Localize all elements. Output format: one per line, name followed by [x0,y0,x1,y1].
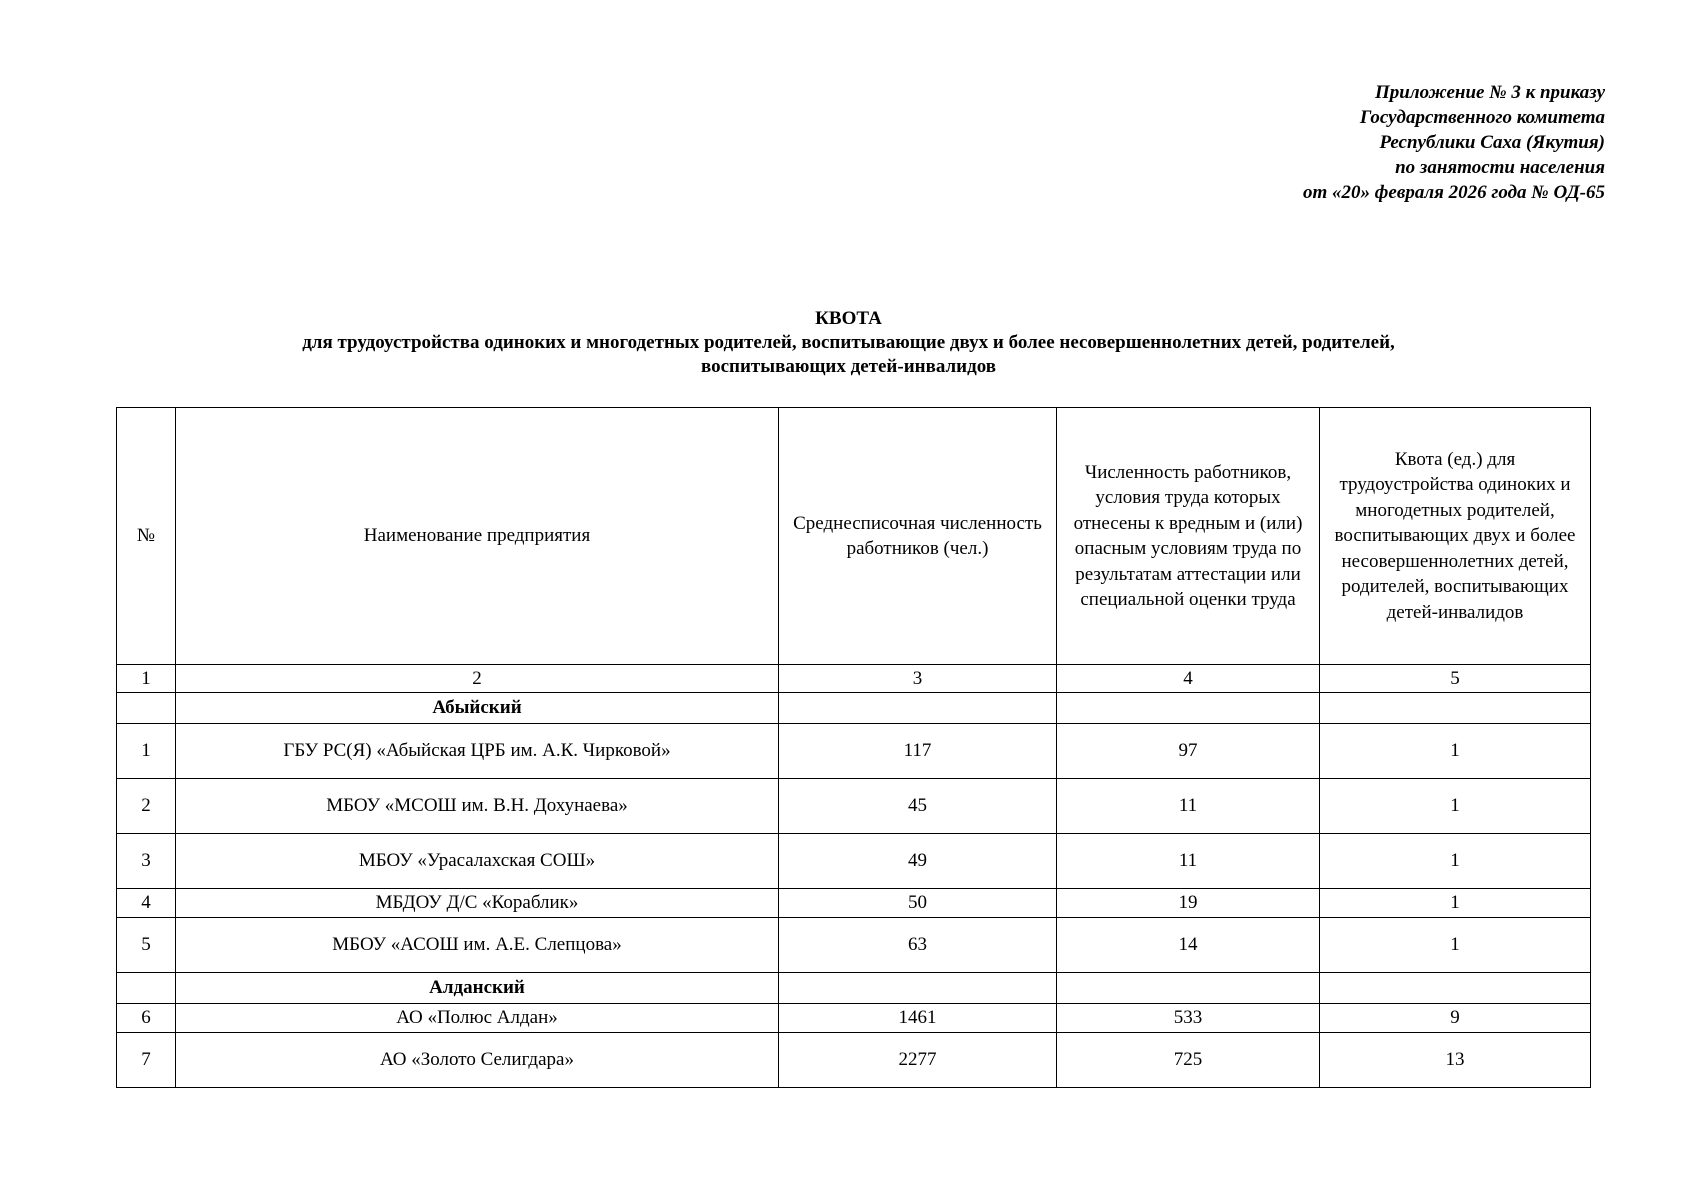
row-quota: 1 [1320,834,1591,889]
appendix-line: Государственного комитета [1359,107,1605,128]
row-hazard: 725 [1057,1033,1320,1088]
appendix-line: от «20» февраля 2026 года № ОД-65 [1303,182,1605,203]
appendix-header [1303,80,1605,205]
row-hazard: 11 [1057,779,1320,834]
row-avg: 50 [779,889,1057,918]
header-row [117,408,1591,665]
table-row [117,889,1591,918]
row-quota: 1 [1320,724,1591,779]
row-num: 2 [117,779,176,834]
row-hazard: 19 [1057,889,1320,918]
column-number: 1 [117,665,176,693]
row-hazard: 533 [1057,1004,1320,1033]
row-avg: 1461 [779,1004,1057,1033]
row-quota: 13 [1320,1033,1591,1088]
row-quota: 1 [1320,918,1591,973]
district-row [117,973,1591,1004]
quota-table [116,407,1591,1088]
appendix-line: Приложение № 3 к приказу [1375,82,1605,103]
row-quota: 1 [1320,779,1591,834]
district-row [117,693,1591,724]
row-name: АО «Полюс Алдан» [176,1004,779,1033]
column-number: 4 [1057,665,1320,693]
row-num: 5 [117,918,176,973]
table-row [117,918,1591,973]
header-hazard-staff: Численность работников, условия труда которых отнесены к вредным и (или) опасным условиям труда по результатам аттестации или специальной оценки труда [1057,408,1320,665]
title-line: для трудоустройства одиноких и многодетных родителей, воспитывающие двух и более несовершеннолетних детей, родителей, [302,332,1395,353]
appendix-line: Республики Саха (Якутия) [1379,132,1605,153]
row-avg: 45 [779,779,1057,834]
row-num: 3 [117,834,176,889]
row-hazard: 14 [1057,918,1320,973]
column-number-row [117,665,1591,693]
title-line: воспитывающих детей-инвалидов [700,356,997,377]
row-name: АО «Золото Селигдара» [176,1033,779,1088]
row-name: МБОУ «АСОШ им. А.Е. Слепцова» [176,918,779,973]
document-title [0,307,1697,379]
column-number: 2 [176,665,779,693]
column-number: 3 [779,665,1057,693]
header-quota: Квота (ед.) для трудоустройства одиноких и многодетных родителей, воспитывающих двух и более несовершеннолетних детей, родителей, воспитывающих детей-инвалидов [1320,408,1591,665]
table-row [117,1033,1591,1088]
title-heading: КВОТА [815,308,882,329]
row-avg: 117 [779,724,1057,779]
row-name: МБОУ «МСОШ им. В.Н. Дохунаева» [176,779,779,834]
row-num: 7 [117,1033,176,1088]
row-hazard: 11 [1057,834,1320,889]
table-row [117,834,1591,889]
table-row [117,1004,1591,1033]
header-avg-staff: Среднесписочная численность работников (чел.) [779,408,1057,665]
row-quota: 9 [1320,1004,1591,1033]
header-num: № [117,408,176,665]
row-name: МБДОУ Д/С «Кораблик» [176,889,779,918]
row-quota: 1 [1320,889,1591,918]
district-name: Абыйский [176,693,779,724]
row-num: 4 [117,889,176,918]
row-avg: 63 [779,918,1057,973]
row-avg: 49 [779,834,1057,889]
column-number: 5 [1320,665,1591,693]
header-name: Наименование предприятия [176,408,779,665]
table-row [117,779,1591,834]
district-name: Алданский [176,973,779,1004]
appendix-line: по занятости населения [1395,157,1605,178]
table-row [117,724,1591,779]
row-num: 6 [117,1004,176,1033]
row-avg: 2277 [779,1033,1057,1088]
row-name: МБОУ «Урасалахская СОШ» [176,834,779,889]
row-num: 1 [117,724,176,779]
row-hazard: 97 [1057,724,1320,779]
row-name: ГБУ РС(Я) «Абыйская ЦРБ им. А.К. Чирковой» [176,724,779,779]
